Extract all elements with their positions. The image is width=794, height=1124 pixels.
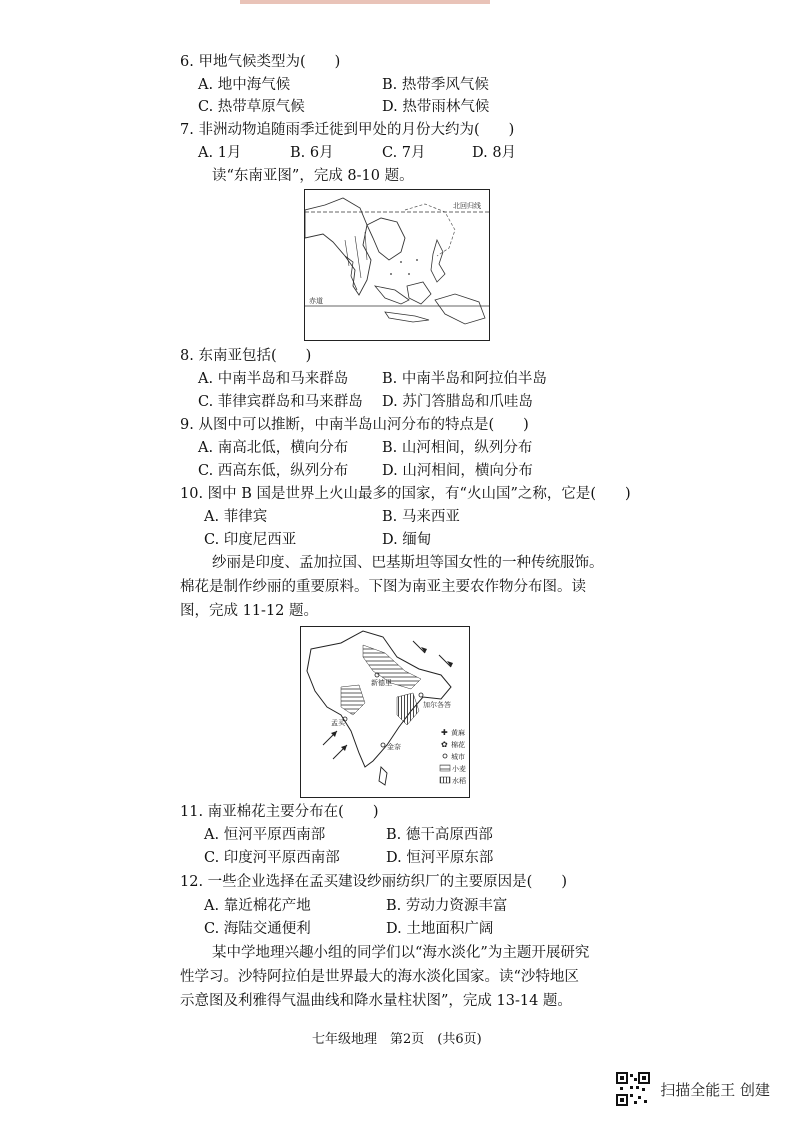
q6-stem: 6. 甲地气候类型为( ): [180, 54, 341, 70]
top-edge-mark: [240, 0, 490, 4]
city-label-1: 新德里: [371, 679, 392, 687]
q10-option-d: D. 缅甸: [382, 532, 432, 548]
q10-stem: 10. 图中 B 国是世界上火山最多的国家，有“火山国”之称，它是( ): [180, 486, 631, 502]
city-label-4: 金奈: [387, 743, 401, 751]
q9-option-b: B. 山河相间，纵列分布: [382, 440, 533, 456]
svg-text:✿: ✿: [441, 740, 448, 749]
q10-option-a: A. 菲律宾: [204, 509, 268, 525]
q7-stem: 7. 非洲动物追随雨季迁徙到甲处的月份大约为( ): [180, 122, 515, 138]
q9-option-c: C. 西高东低，纵列分布: [198, 463, 349, 479]
intro-11-12-line2: 棉花是制作纱丽的重要原料。下图为南亚主要农作物分布图。读: [180, 579, 586, 595]
q12-option-b: B. 劳动力资源丰富: [386, 898, 508, 914]
intro-13-14-line2: 性学习。沙特阿拉伯是世界最大的海水淡化国家。读“沙特地区: [180, 969, 579, 985]
south-asia-crop-map-drawing: [301, 627, 469, 797]
page-footer: 七年级地理 第2页 (共6页): [312, 1032, 482, 1047]
tropic-label: 北回归线: [453, 202, 481, 210]
southeast-asia-map: [304, 189, 490, 341]
q10-option-b: B. 马来西亚: [382, 509, 460, 525]
q12-option-a: A. 靠近棉花产地: [204, 898, 311, 914]
scanner-watermark: [616, 1072, 770, 1106]
south-asia-crop-map: [300, 626, 470, 798]
q6-option-c: C. 热带草原气候: [198, 99, 305, 115]
q9-option-d: D. 山河相间，横向分布: [382, 463, 533, 479]
q7-option-b: B. 6月: [290, 145, 334, 161]
watermark-text: 扫描全能王 创建: [660, 1080, 770, 1099]
q8-option-d: D. 苏门答腊岛和爪哇岛: [382, 394, 533, 410]
q12-option-c: C. 海陆交通便利: [204, 921, 311, 937]
q9-stem: 9. 从图中可以推断，中南半岛山河分布的特点是( ): [180, 417, 529, 433]
q11-option-b: B. 德干高原西部: [386, 827, 493, 843]
q6-option-d: D. 热带雨林气候: [382, 99, 490, 115]
svg-text:✚: ✚: [441, 728, 448, 737]
southeast-asia-map-drawing: [305, 190, 489, 340]
legend-wheat: 小麦: [452, 765, 466, 773]
city-label-3: 孟买: [331, 719, 345, 727]
q11-option-d: D. 恒河平原东部: [386, 850, 494, 866]
q7-option-d: D. 8月: [472, 145, 517, 161]
q7-option-c: C. 7月: [382, 145, 426, 161]
q12-option-d: D. 土地面积广阔: [386, 921, 494, 937]
q11-option-a: A. 恒河平原西南部: [204, 827, 326, 843]
legend-rice: 水稻: [452, 777, 466, 785]
q8-stem: 8. 东南亚包括( ): [180, 348, 312, 364]
legend-city: 城市: [451, 753, 465, 761]
q6-option-b: B. 热带季风气候: [382, 77, 489, 93]
q12-stem: 12. 一些企业选择在孟买建设纱丽纺织厂的主要原因是( ): [180, 874, 567, 890]
equator-label: 赤道: [309, 297, 323, 305]
intro-13-14-line3: 示意图及利雅得气温曲线和降水量柱状图”，完成 13-14 题。: [180, 993, 572, 1009]
intro-8-10: 读“东南亚图”，完成 8-10 题。: [212, 168, 414, 184]
q8-option-c: C. 菲律宾群岛和马来群岛: [198, 394, 363, 410]
q9-option-a: A. 南高北低，横向分布: [198, 440, 349, 456]
q11-option-c: C. 印度河平原西南部: [204, 850, 340, 866]
q8-option-b: B. 中南半岛和阿拉伯半岛: [382, 371, 547, 387]
q11-stem: 11. 南亚棉花主要分布在( ): [180, 804, 379, 820]
crop-map-legend: [440, 728, 466, 785]
legend-cotton: 棉花: [451, 741, 465, 749]
city-label-2: 加尔各答: [423, 701, 451, 709]
q7-option-a: A. 1月: [198, 145, 242, 161]
q8-option-a: A. 中南半岛和马来群岛: [198, 371, 349, 387]
q10-option-c: C. 印度尼西亚: [204, 532, 297, 548]
intro-13-14-line1: 某中学地理兴趣小组的同学们以“海水淡化”为主题开展研究: [212, 945, 590, 961]
legend-jute: 黄麻: [451, 729, 465, 737]
qr-code-icon: [616, 1072, 650, 1106]
intro-11-12-line3: 图，完成 11-12 题。: [180, 603, 319, 619]
intro-11-12-line1: 纱丽是印度、孟加拉国、巴基斯坦等国女性的一种传统服饰。: [212, 555, 604, 571]
q6-option-a: A. 地中海气候: [198, 77, 291, 93]
